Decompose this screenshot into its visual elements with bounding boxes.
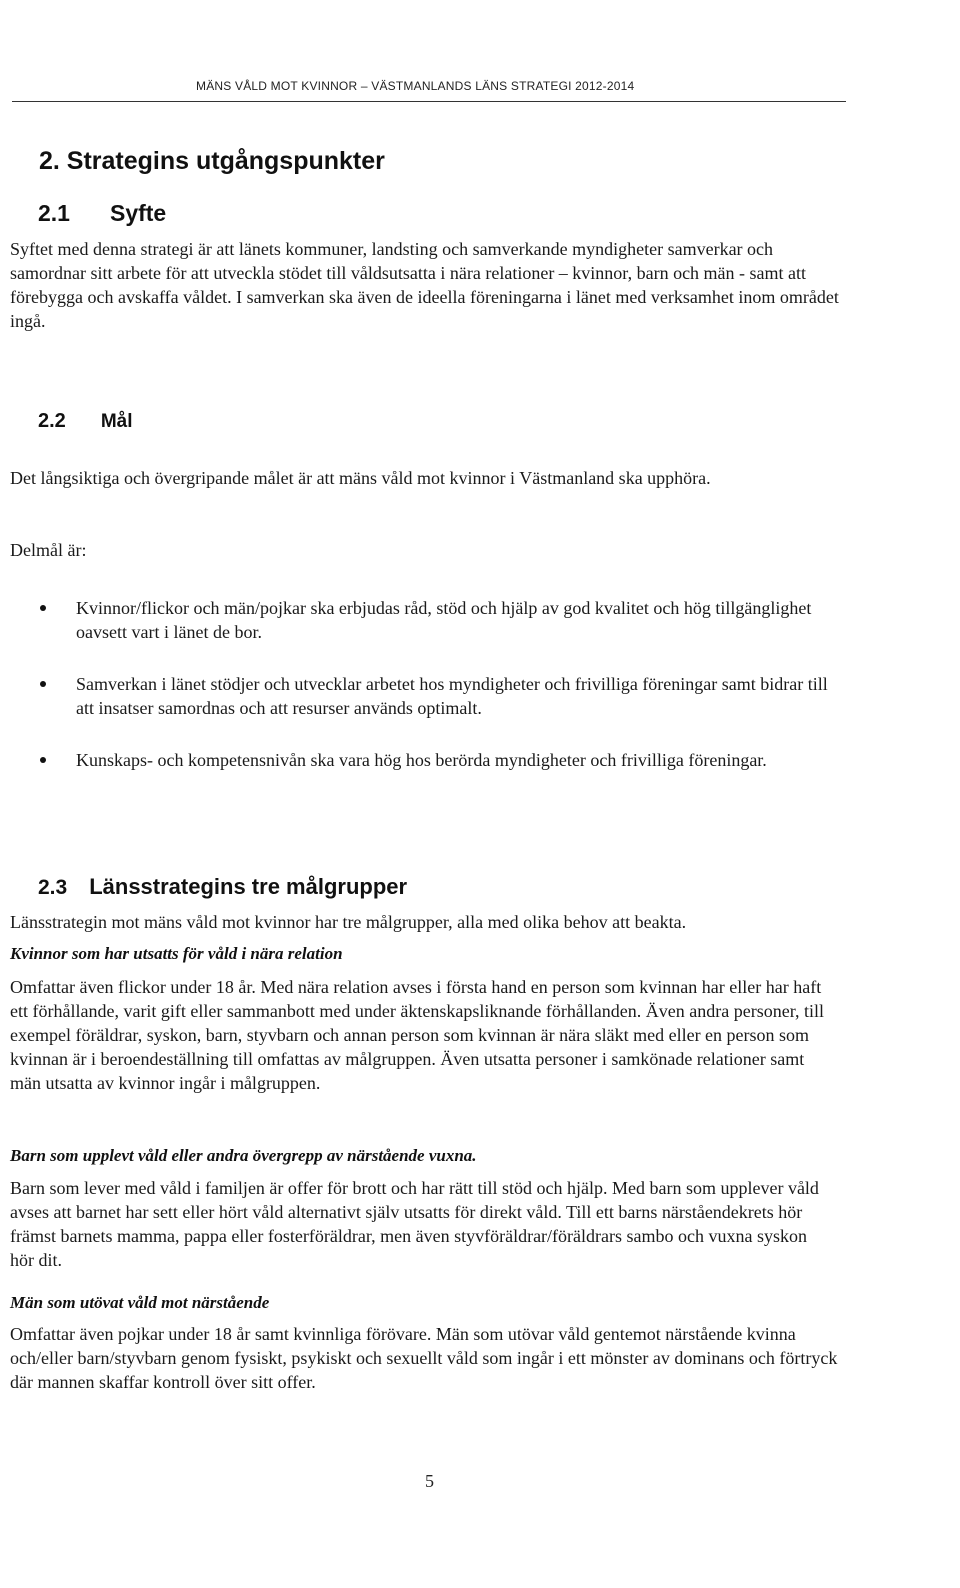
- running-header: MÄNS VÅLD MOT KVINNOR – VÄSTMANLANDS LÄNS STRATEGI 2012-2014: [196, 79, 635, 93]
- page-number: 5: [425, 1471, 434, 1491]
- subsection-title: Länsstrategins tre målgrupper: [89, 874, 408, 899]
- subsection-number: 2.3: [38, 876, 68, 899]
- target-group-paragraph: Omfattar även flickor under 18 år. Med nära relation avses i första hand en person som kvinnan har eller har haft ett förhållande, varit gift eller sammanbott med under äktenskapsliknande förhållanden. Även andra personer, till exempel föräldrar, syskon, barn, styvbarn och annan person som kvinnan är nära släkt med eller en person som kvinnan är i beroendeställning till omfattas av målgruppen. Även utsatta personer i samkönade relationer samt män utsatta av kvinnor ingår i målgruppen.: [10, 977, 824, 1093]
- bullet-icon: [40, 681, 46, 687]
- list-item-text: Kunskaps- och kompetensnivån ska vara hög hos berörda myndigheter och frivilliga föreningar.: [76, 750, 767, 770]
- target-group-paragraph: Omfattar även pojkar under 18 år samt kvinnliga förövare. Män som utövar våld gentemot närstående kvinna och/eller barn/styvbarn genom fysiskt, psykiskt och sexuellt våld som ingår i ett mönster av dominans och förtryck där mannen skaffar kontroll över sitt offer.: [10, 1324, 838, 1392]
- subsection-heading-malgrupper: [38, 874, 407, 900]
- list-item: [40, 596, 830, 644]
- subsection-title: Syfte: [109, 200, 167, 226]
- paragraph-mal: Det långsiktiga och övergripande målet är att mäns våld mot kvinnor i Västmanland ska upphöra.: [10, 468, 711, 488]
- subsection-number: 2.2: [38, 410, 66, 432]
- header-rule: [12, 101, 846, 102]
- target-group-heading: Kvinnor som har utsatts för våld i nära relation: [10, 944, 343, 963]
- section-heading: 2. Strategins utgångspunkter: [39, 147, 385, 175]
- subsection-heading-mal: [38, 410, 133, 433]
- paragraph-malgrupper-intro: Länsstrategin mot mäns våld mot kvinnor har tre målgrupper, alla med olika behov att beakta.: [10, 912, 687, 932]
- paragraph-syfte: Syftet med denna strategi är att länets kommuner, landsting och samverkande myndigheter samverkar och samordnar sitt arbete för att utveckla stödet till våldsutsatta i nära relationer – kvinnor, barn och män - samt att förebygga och avskaffa våldet. I samverkan ska även de ideella föreningarna i länet med verksamhet inom området ingå.: [10, 239, 839, 331]
- delmal-list: [40, 596, 830, 800]
- bullet-icon: [40, 757, 46, 763]
- list-item: [40, 672, 830, 720]
- subsection-number: 2.1: [38, 200, 70, 226]
- subsection-heading-syfte: [38, 200, 166, 227]
- target-group-heading: Män som utövat våld mot närstående: [10, 1293, 270, 1312]
- list-item-text: Samverkan i länet stödjer och utvecklar arbetet hos myndigheter och frivilliga föreningar samt bidrar till att insatser samordnas och att resurser används optimalt.: [76, 674, 828, 718]
- delmal-label: Delmål är:: [10, 540, 87, 560]
- target-group-paragraph: Barn som lever med våld i familjen är offer för brott och har rätt till stöd och hjälp. Med barn som upplever våld avses att barnet har sett eller hört våld alternativt själv utsatts för direkt våld. Till ett barns närståendekrets hör främst barnets mamma, pappa eller fosterföräldrar, men även styvföräldrar/föräldrars sambo och vuxna syskon hör dit.: [10, 1178, 819, 1270]
- list-item-text: Kvinnor/flickor och män/pojkar ska erbjudas råd, stöd och hjälp av god kvalitet och hög tillgänglighet oavsett vart i länet de bor.: [76, 598, 812, 642]
- bullet-icon: [40, 605, 46, 611]
- list-item: [40, 748, 830, 772]
- subsection-title: Mål: [100, 411, 133, 432]
- target-group-heading: Barn som upplevt våld eller andra övergrepp av närstående vuxna.: [10, 1146, 477, 1165]
